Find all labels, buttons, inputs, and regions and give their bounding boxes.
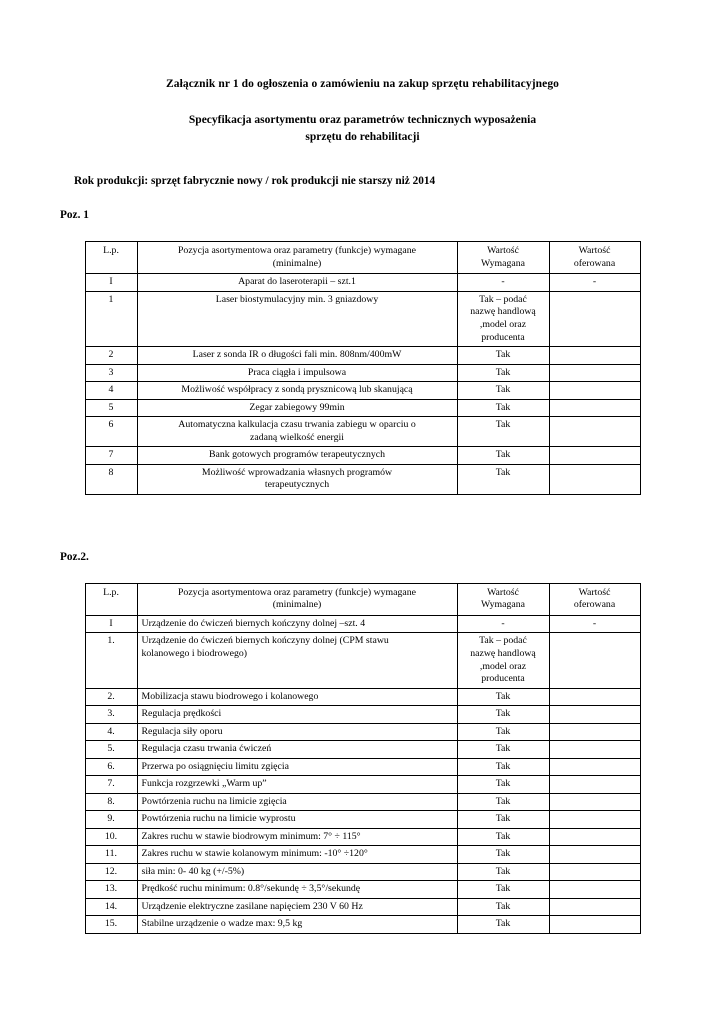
- cell-lp: 1: [85, 291, 137, 346]
- cell-required-value: -: [457, 274, 549, 292]
- table-row: [85, 447, 640, 465]
- cell-description: Regulacja prędkości: [137, 706, 457, 724]
- cell-offered-value[interactable]: [549, 881, 640, 899]
- cell-required-value: -: [457, 615, 549, 633]
- cell-lp: I: [85, 615, 137, 633]
- cell-lp: 1.: [85, 633, 137, 688]
- table-header-poz2: [85, 583, 640, 615]
- cell-lp: 7: [85, 447, 137, 465]
- cell-offered-value[interactable]: [549, 706, 640, 724]
- cell-required-value: Tak: [457, 758, 549, 776]
- cell-required-value: Tak: [457, 863, 549, 881]
- cell-lp: 6: [85, 417, 137, 447]
- cell-lp: 5: [85, 399, 137, 417]
- cell-offered-value[interactable]: [549, 364, 640, 382]
- subtitle-line-1: Specyfikacja asortymentu oraz parametrów technicznych wyposażenia: [188, 114, 537, 126]
- table-row: [85, 464, 640, 494]
- table-row: [85, 615, 640, 633]
- table-row: [85, 382, 640, 400]
- cell-offered-value[interactable]: [549, 347, 640, 365]
- cell-offered-value[interactable]: [549, 291, 640, 346]
- cell-required-value: Tak: [457, 382, 549, 400]
- header-description-line-1: Pozycja asortymentowa oraz parametry (funkcje) wymagane: [177, 586, 416, 598]
- cell-required-value: Tak: [457, 464, 549, 494]
- cell-required-value: Tak – podać nazwę handlową ,model oraz producenta: [457, 633, 549, 688]
- table-row: [85, 776, 640, 794]
- cell-offered-value[interactable]: [549, 688, 640, 706]
- cell-description: Regulacja siły oporu: [137, 723, 457, 741]
- cell-lp: 9.: [85, 811, 137, 829]
- cell-description: Automatyczna kalkulacja czasu trwania zabiegu w oparciu o zadaną wielkość energii: [137, 417, 457, 447]
- cell-lp: I: [85, 274, 137, 292]
- cell-description: Prędkość ruchu minimum: 0.8°/sekundę ÷ 3,5°/sekundę: [137, 881, 457, 899]
- table-row: [85, 723, 640, 741]
- table-header-row: [85, 242, 640, 274]
- cell-description: Aparat do laseroterapii – szt.1: [137, 274, 457, 292]
- table-body-poz1: [85, 274, 640, 494]
- table-row: [85, 688, 640, 706]
- cell-lp: 2.: [85, 688, 137, 706]
- cell-offered-value[interactable]: [549, 863, 640, 881]
- cell-description: Zegar zabiegowy 99min: [137, 399, 457, 417]
- cell-description: Laser biostymulacyjny min. 3 gniazdowy: [137, 291, 457, 346]
- cell-description: Mobilizacja stawu biodrowego i kolanowego: [137, 688, 457, 706]
- cell-lp: 4: [85, 382, 137, 400]
- header-description-line-2: (minimalne): [272, 599, 322, 611]
- header-cell-lp: L.p.: [85, 242, 137, 274]
- cell-required-value: Tak: [457, 898, 549, 916]
- cell-required-value: Tak: [457, 447, 549, 465]
- table-row: [85, 291, 640, 346]
- cell-description: Przerwa po osiągnięciu limitu zgięcia: [137, 758, 457, 776]
- cell-lp: 11.: [85, 846, 137, 864]
- cell-required-value: Tak: [457, 828, 549, 846]
- production-year-note: Rok produkcji: sprzęt fabrycznie nowy / rok produkcji nie starszy niż 2014: [74, 175, 436, 188]
- cell-description: Bank gotowych programów terapeutycznych: [137, 447, 457, 465]
- page-title: Załącznik nr 1 do ogłoszenia o zamówieniu na zakup sprzętu rehabilitacyjnego: [165, 78, 560, 90]
- header-description-line-1: Pozycja asortymentowa oraz parametry (funkcje) wymagane: [177, 245, 416, 257]
- cell-required-value: Tak: [457, 776, 549, 794]
- cell-lp: 3.: [85, 706, 137, 724]
- cell-required-value: Tak: [457, 347, 549, 365]
- page-subtitle: [60, 112, 665, 145]
- header-offered-line-2: oferowana: [573, 599, 616, 611]
- cell-offered-value[interactable]: [549, 399, 640, 417]
- cell-description: Urządzenie do ćwiczeń biernych kończyny dolnej (CPM stawu kolanowego i biodrowego): [137, 633, 457, 688]
- table-row: [85, 758, 640, 776]
- cell-description: Urządzenie do ćwiczeń biernych kończyny dolnej –szt. 4: [137, 615, 457, 633]
- cell-lp: 12.: [85, 863, 137, 881]
- table-header-row: [85, 583, 640, 615]
- header-cell-description: [137, 242, 457, 274]
- cell-lp: 10.: [85, 828, 137, 846]
- cell-description: Możliwość współpracy z sondą prysznicową lub skanującą: [137, 382, 457, 400]
- cell-lp: 13.: [85, 881, 137, 899]
- cell-lp: 5.: [85, 741, 137, 759]
- cell-offered-value[interactable]: [549, 916, 640, 934]
- table-row: [85, 846, 640, 864]
- header-cell-lp: L.p.: [85, 583, 137, 615]
- table-row: [85, 706, 640, 724]
- cell-offered-value[interactable]: [549, 758, 640, 776]
- table-row: [85, 898, 640, 916]
- cell-required-value: Tak: [457, 741, 549, 759]
- cell-description: siła min: 0- 40 kg (+/-5%): [137, 863, 457, 881]
- cell-description: Praca ciągła i impulsowa: [137, 364, 457, 382]
- cell-required-value: Tak: [457, 706, 549, 724]
- header-required-line-2: Wymagana: [480, 257, 526, 269]
- header-required-line-1: Wartość: [487, 586, 519, 598]
- cell-offered-value[interactable]: [549, 464, 640, 494]
- table-row: [85, 863, 640, 881]
- cell-lp: 14.: [85, 898, 137, 916]
- table-row: [85, 828, 640, 846]
- cell-description: Urządzenie elektryczne zasilane napięciem 230 V 60 Hz: [137, 898, 457, 916]
- section-label-poz1: Poz. 1: [60, 209, 89, 222]
- cell-offered-value[interactable]: [549, 741, 640, 759]
- cell-description: Laser z sonda IR o długości fali min. 808nm/400mW: [137, 347, 457, 365]
- cell-required-value: Tak: [457, 793, 549, 811]
- cell-description: Regulacja czasu trwania ćwiczeń: [137, 741, 457, 759]
- cell-required-value: Tak: [457, 723, 549, 741]
- table-row: [85, 633, 640, 688]
- cell-required-value: Tak: [457, 417, 549, 447]
- table-row: [85, 399, 640, 417]
- table-row: [85, 881, 640, 899]
- cell-description: Powtórzenia ruchu na limicie wyprostu: [137, 811, 457, 829]
- section-label-poz2: Poz.2.: [60, 550, 89, 563]
- table-row: [85, 364, 640, 382]
- header-cell-description: [137, 583, 457, 615]
- cell-lp: 4.: [85, 723, 137, 741]
- cell-offered-value[interactable]: [549, 447, 640, 465]
- header-offered-line-1: Wartość: [578, 586, 611, 598]
- cell-offered-value[interactable]: -: [549, 274, 640, 292]
- cell-offered-value[interactable]: [549, 633, 640, 688]
- header-cell-offered-value: [549, 242, 640, 274]
- header-cell-offered-value: [549, 583, 640, 615]
- cell-offered-value[interactable]: [549, 846, 640, 864]
- cell-required-value: Tak: [457, 916, 549, 934]
- cell-description: Zakres ruchu w stawie kolanowym minimum: -10° ÷120°: [137, 846, 457, 864]
- subtitle-line-2: sprzętu do rehabilitacji: [305, 130, 420, 143]
- cell-required-value: Tak: [457, 399, 549, 417]
- cell-required-value: Tak: [457, 881, 549, 899]
- header-required-line-2: Wymagana: [480, 599, 526, 611]
- table-row: [85, 347, 640, 365]
- table-row: [85, 811, 640, 829]
- header-required-line-1: Wartość: [487, 245, 519, 257]
- table-row: [85, 793, 640, 811]
- cell-lp: 8: [85, 464, 137, 494]
- cell-required-value: Tak: [457, 688, 549, 706]
- cell-offered-value[interactable]: [549, 898, 640, 916]
- cell-offered-value[interactable]: [549, 417, 640, 447]
- header-offered-line-1: Wartość: [578, 245, 611, 257]
- table-row: [85, 741, 640, 759]
- header-description-line-2: (minimalne): [272, 257, 322, 269]
- table-header-poz1: [85, 242, 640, 274]
- table-row: [85, 916, 640, 934]
- header-offered-line-2: oferowana: [573, 257, 616, 269]
- cell-required-value: Tak – podać nazwę handlową ,model oraz producenta: [457, 291, 549, 346]
- header-cell-required-value: [457, 583, 549, 615]
- cell-offered-value[interactable]: [549, 382, 640, 400]
- cell-lp: 6.: [85, 758, 137, 776]
- cell-lp: 8.: [85, 793, 137, 811]
- cell-description: Możliwość wprowadzania własnych programów terapeutycznych: [137, 464, 457, 494]
- cell-required-value: Tak: [457, 811, 549, 829]
- table-row: [85, 417, 640, 447]
- cell-offered-value[interactable]: [549, 811, 640, 829]
- spec-table-poz2: [85, 583, 641, 934]
- cell-required-value: Tak: [457, 364, 549, 382]
- cell-lp: 7.: [85, 776, 137, 794]
- table-row: [85, 274, 640, 292]
- cell-description: Zakres ruchu w stawie biodrowym minimum: 7° ÷ 115°: [137, 828, 457, 846]
- table-body-poz2: [85, 615, 640, 933]
- cell-description: Stabilne urządzenie o wadze max: 9,5 kg: [137, 916, 457, 934]
- cell-offered-value[interactable]: [549, 723, 640, 741]
- cell-lp: 15.: [85, 916, 137, 934]
- spec-table-poz1: [85, 241, 641, 495]
- header-cell-required-value: [457, 242, 549, 274]
- cell-lp: 2: [85, 347, 137, 365]
- cell-offered-value[interactable]: [549, 776, 640, 794]
- cell-description: Funkcja rozgrzewki „Warm up”: [137, 776, 457, 794]
- cell-lp: 3: [85, 364, 137, 382]
- cell-offered-value[interactable]: [549, 793, 640, 811]
- cell-offered-value[interactable]: -: [549, 615, 640, 633]
- cell-offered-value[interactable]: [549, 828, 640, 846]
- cell-required-value: Tak: [457, 846, 549, 864]
- cell-description: Powtórzenia ruchu na limicie zgięcia: [137, 793, 457, 811]
